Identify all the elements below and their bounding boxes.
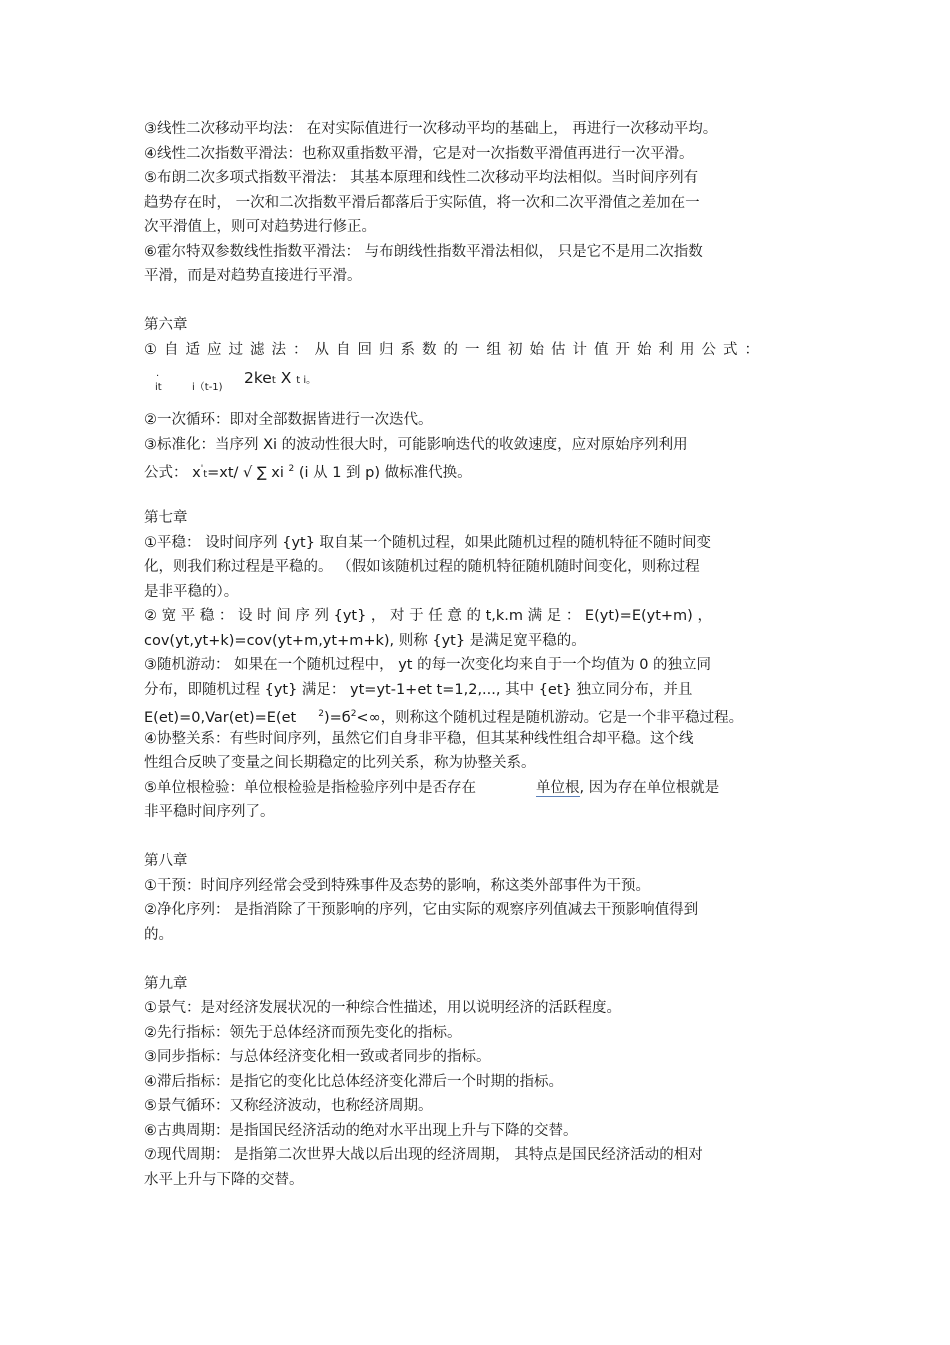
chapter-7 [144,506,814,825]
chapter-title: 第八章 [144,853,188,869]
paragraph-line: ⑥古典周期：是指国民经济活动的绝对水平出现上升与下降的交替。 [144,1122,578,1139]
paragraph-line: 非平稳时间序列了。 [144,804,275,820]
paragraph-line: ②净化序列： 是指消除了干预影响的序列，它由实际的观察序列值减去干预影响值得到 [144,902,699,918]
paragraph-line: ⑤布朗二次多项式指数平滑法： 其基本原理和线性二次移动平均法相似。当时间序列有 [144,170,699,186]
chapter-9 [144,972,814,1193]
text: , 因为存在单位根就是 [579,779,720,796]
unit-root-link[interactable]: 单位根 [536,779,580,796]
chapter-6 [144,313,814,482]
text: E(et)=0,Var(et)=E(et [144,709,297,726]
paragraph-line: ①平稳： 设时间序列 {yt} 取自某一个随机过程，如果此随机过程的随机特征不随时间变 [144,534,712,551]
paragraph-line: ③标准化：当序列 Xi 的波动性很大时，可能影响迭代的收敛速度，应对原始序列利用 [144,436,688,453]
chapter-title: 第六章 [144,317,188,333]
formula-subscript: i（t-1) [192,382,223,393]
paragraph-line: 水平上升与下降的交替。 [144,1171,304,1188]
chapter-title: 第九章 [144,975,188,992]
paragraph-line: ①干预：时间序列经常会受到特殊事件及态势的影响，称这类外部事件为干预。 [144,877,650,894]
text: =xt/ √ ∑ xi [207,464,284,481]
formula-subscript: it [155,382,162,393]
superscript: 2 [288,464,295,474]
paragraph-line: ⑥霍尔特双参数线性指数平滑法： 与布朗线性指数平滑法相似， 只是它不是用二次指数 [144,243,703,260]
chapter-8 [144,849,814,947]
paragraph-line: 次平滑值上，则可对趋势进行修正。 [144,219,376,235]
formula-subscript: t i [296,375,307,386]
paragraph-line: ⑦现代周期： 是指第二次世界大战以后出现的经济周期， 其特点是国民经济活动的相对 [144,1147,703,1163]
text: 公式： x [144,464,201,481]
text: (i 从 1 到 p) 做标准代换。 [298,464,472,481]
formula-term: X [280,369,292,387]
paragraph-line: ② 宽 平 稳 ： 设 时 间 序 列 {yt} ， 对 于 任 意 的 t,k.m 满 足 ： E(yt)=E(yt+m) ， [144,608,712,624]
subscript: t [203,468,208,480]
paragraph-line: ①自适应过滤法：从自回归系数的一组初始估计值开始利用公式： [144,341,766,358]
paragraph-line: ③线性二次移动平均法： 在对实际值进行一次移动平均的基础上， 再进行一次移动平均。 [144,121,718,137]
paragraph-line: ③随机游动： 如果在一个随机过程中， yt 的每一次变化均来自于一个均值为 0 的独立同 [144,657,712,673]
paragraph-line: ⑤景气循环：又称经济波动，也称经济周期。 [144,1098,433,1114]
formula-dot: . [156,368,160,379]
formula-term: 2ke [244,369,272,387]
paragraph-line: cov(yt,yt+k)=cov(yt+m,yt+m+k), 则称 {yt} 是满足宽平稳的。 [144,632,586,649]
paragraph-line [144,776,814,801]
formula-subscript: t [271,375,276,386]
paragraph-line: 的。 [144,926,173,943]
paragraph-line: 化，则我们称过程是平稳的。 （假如该随机过程的随机特征随机随时间变化，则称过程 [144,559,700,575]
formula-end: 。 [306,375,317,386]
paragraph-line: ②一次循环：即对全部数据皆进行一次迭代。 [144,412,433,428]
paragraph-line: ②先行指标：领先于总体经济而预先变化的指标。 [144,1024,462,1041]
chapter-title: 第七章 [144,510,188,526]
superscript: 2 [350,709,357,719]
paragraph-line: ③同步指标：与总体经济变化相一致或者同步的指标。 [144,1049,491,1065]
paragraph-line [144,457,814,482]
text: <∞，则称这个随机过程是随机游动。它是一个非平稳过程。 [356,709,744,726]
text: ⑤单位根检验：单位根检验是指检验序列中是否存在 [144,779,476,796]
paragraph-line: ④协整关系：有些时间序列，虽然它们自身非平稳，但其某种线性组合却平稳。这个线 [144,730,694,747]
paragraph-line [144,702,814,727]
formula-body [244,366,316,394]
paragraph-line: ④滞后指标：是指它的变化比总体经济变化滞后一个时期的指标。 [144,1073,563,1090]
superscript: 2 [318,709,324,719]
chapter-5-continued [144,0,814,289]
text: )=б [323,709,351,726]
paragraph-line: 趋势存在时， 一次和二次指数平滑后都落后于实际值，将一次和二次平滑值之差加在一 [144,194,700,211]
document-page [144,0,814,1192]
paragraph-line: 分布，即随机过程 {yt} 满足： yt=yt-1+et t=1,2,..., 其中 {et} 独立同分布，并且 [144,681,693,698]
paragraph-line: 是非平稳的）。 [144,583,239,600]
paragraph-line: ④线性二次指数平滑法：也称双重指数平滑，它是对一次指数平滑值再进行一次平滑。 [144,145,694,162]
paragraph-line: 性组合反映了变量之间长期稳定的比列关系，称为协整关系。 [144,755,536,771]
paragraph-line: 平滑，而是对趋势直接进行平滑。 [144,268,362,284]
formula [144,362,814,408]
superscript: ' [200,464,204,474]
paragraph-line: ①景气：是对经济发展状况的一种综合性描述，用以说明经济的活跃程度。 [144,1000,621,1016]
